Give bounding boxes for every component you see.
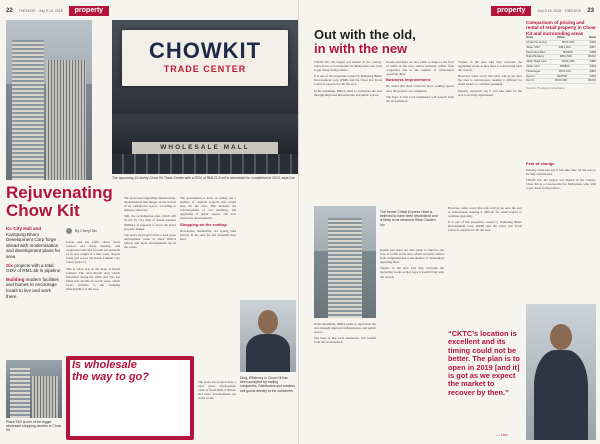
lim-portrait-photo — [526, 304, 596, 440]
mall-caption: The upcoming 10-storey Chow Kit Trade Centre with a GDV of RM121.8 mil is scheduled for completion in 2019, says Lim — [112, 176, 295, 180]
table-row: Sentul RM700 RM4 — [526, 73, 596, 78]
table-row: Chow Kit Living RM1,000 RM6 — [526, 40, 596, 45]
table-row: Bukit Bintang RM2,500 RM12 — [526, 54, 596, 59]
table-row: Jalan Raja Laut RM1,600 RM8 — [526, 59, 596, 64]
right-body-col1: CHOW Kit, the largest wet market in the country, Chow Kit is a crowd-puller for Malaysians who wish to get cheap fresh produce. It is one of the properties owned by Kampung Bharu Development Corp (PKB) and the Chow Kit Trade Centre is expected to lift the area. In the meantime, DBKL plans to rejuvenate the area through improved infrastructure and public spaces. — [314, 60, 382, 97]
table-row: Kampung Baru RM900 RM5 — [526, 49, 596, 54]
right-lower-col2: Kasim said there are also plans to improve the flow of traffic in the area, which currently suffers from congestion due to the number of wholesalers operating there. Traders in the area said they welcome the upgrading works as they hope it would bring back the crowds. — [380, 248, 444, 279]
table-row: KLCC RM3,200 RM15 — [526, 78, 596, 83]
fear-subheading: Fear of change — [526, 161, 555, 166]
left-headline-line2: Chow Kit — [6, 201, 80, 220]
author-avatar — [66, 228, 72, 234]
plaza-tar-caption: Plaza TAR is one of the bigger wholesale shopping centres in Chow Kit — [6, 420, 62, 433]
price-comparison-table — [526, 20, 596, 90]
bullet-item: KL City Hall and Kampung Bharu Development Corp forge ahead with modernisation and development plans for area — [6, 226, 61, 259]
left-page-number: 22 — [6, 8, 13, 14]
table-row: Jalan TAR RM1,300 RM7 — [526, 44, 596, 49]
right-page-number: 23 — [587, 8, 594, 14]
bullet-item: Building modern facilities and homes to encourage locals to live and work there — [6, 276, 59, 299]
mall-sign-title: CHOWKIT — [148, 38, 262, 63]
left-body-col1: Locals past the traffic chaos, street vendors and cheap housing, and congested roads and you will see potential of an area caught in a time warp, despite being just across the Kuala Lumpur City Centre (KLCC). This is Chow Kit, in the heart of Kuala Lumpur. The once-vibrant area, which flourished during the 1960s and '70s, has fallen into decline in recent years, which locals attribute to the changing demographics of the area. — [66, 240, 120, 292]
chow-kit-trade-centre-photo — [112, 20, 298, 174]
mall-sign-subtitle: TRADE CENTER — [163, 64, 247, 74]
right-body-col2: Kasim said there are also plans to improve the flow of traffic in the area, which currently suffers from congestion due to the number of wholesalers operating there. Business improvement He added that there would be more parking spaces once the projects are completed. The hope is that local businesses will benefit from the revitalisation. — [386, 60, 454, 103]
byline-text: By Cheryl Tan — [75, 229, 98, 233]
wholesale-body: The area's six projects have a total gross development value of about RM1.6 billion, and more developments are in the works. — [198, 380, 236, 401]
pull-quote-attribution: — Lim — [496, 432, 508, 437]
summary-bullets — [6, 226, 62, 302]
right-lower-col3: However, some worry that rents will go up once the area is redeveloped, making it difficult for small traders to continue operating. It is one of the properties owned by Kampung Bharu Development Corp (PKB) and the Chow Kit Trade Centre is expected to lift the area. — [448, 206, 522, 233]
table-row: Jalan Ipoh RM800 RM4 — [526, 64, 596, 68]
table-row: Titiwangsa RM1,100 RM6 — [526, 68, 596, 73]
pull-quote: “CKTC’s location is excellent and its timing could not be better. The plan is to open in 2019 [and it] is got as we expect the market to recover by then.” — [448, 329, 520, 397]
ding-caption: Ding: Efficiency in Chow Kit has been accepted by trading companies. Distributors and retailers sell goods directly to the customers — [240, 376, 296, 393]
shopping-subheading: Shopping on the rooftop — [180, 221, 227, 227]
hotel-tower-photo — [314, 206, 376, 318]
mall-sign — [122, 30, 288, 86]
left-section-label: property — [69, 6, 109, 16]
byline — [66, 228, 97, 234]
table-title: Comparison of pricing and rental of retail property in Chow Kit and surrounding areas — [526, 20, 596, 36]
hotel-caption: The former Chikal Express Hotel is believed to have been refurbished and is likely to be renamed Hilton Garden Inn — [380, 210, 438, 227]
right-headline-line2: in with the new — [314, 41, 408, 56]
right-lower-col1: In the meantime, DBKL plans to rejuvenate the area through improved infrastructure and public spaces. The hope is that local businesses will benefit from the revitalisation. — [314, 322, 376, 345]
left-date-line: THEEDGE · July 9-15, 2018 — [18, 9, 63, 13]
bullet-item: Six projects with a total GDV of RM1.6b in pipeline — [6, 262, 61, 274]
wholesale-heading-line1: Is wholesale — [72, 359, 137, 371]
plaza-tar-photo — [6, 360, 62, 418]
right-lower-col4: Fear of change Industry observers say it will take time for the area to be fully rejuvenated. CHOW Kit, the largest wet market in the country, Chow Kit is a crowd-puller for Malaysians who wish to get cheap fresh produce. — [526, 161, 596, 191]
right-page — [300, 0, 600, 444]
left-headline-line1: Rejuvenating — [6, 183, 113, 202]
ding-portrait-photo — [240, 300, 296, 372]
right-body-col3: Traders in the area said they welcome the upgrading works as they hope it would bring back the crowds. However, some worry that rents will go up once the area is redeveloped, making it difficult for small traders to continue operating. Industry observers say it will take time for the area to be fully rejuvenated. — [458, 60, 522, 97]
right-date-line: July 9-15, 2018 · THEEDGE — [537, 9, 582, 13]
left-body-col3: The government is keen on rolling out a number of catalytic projects that would help lift the area. This includes the redevelopment of old buildings, the upgrading of public spaces, and new mixed-use developments. Shopping on the rooftop Developers, meanwhile, are eyeing land parcels in the area for the potential they hold. — [180, 196, 236, 241]
left-body-col2: The place need upgrading infrastructure, modernisation that hinges on the revival of its commercial spaces, according to industry observers. Still, the revitalisation plan, which will be led by City Hall of Kuala Lumpur (DBKL), is expected to boost the area's property market. The area's six projects have a total gross development value of about RM1.6 billion, and more developments are in the works. — [124, 196, 176, 250]
chow-kit-building-photo — [6, 20, 92, 180]
mall-lower-sign: WHOLESALE MALL — [132, 142, 278, 154]
table-header-row: Area Price Rent — [526, 35, 596, 40]
right-section-label: property — [491, 6, 531, 16]
business-subheading: Business improvement — [386, 77, 431, 83]
left-header — [6, 6, 109, 16]
table-source: Source: Property consultants — [526, 86, 565, 91]
right-headline-line1: Out with the old, — [314, 27, 416, 42]
wholesale-heading-line2: the way to go? — [72, 371, 149, 383]
right-header — [491, 6, 594, 16]
